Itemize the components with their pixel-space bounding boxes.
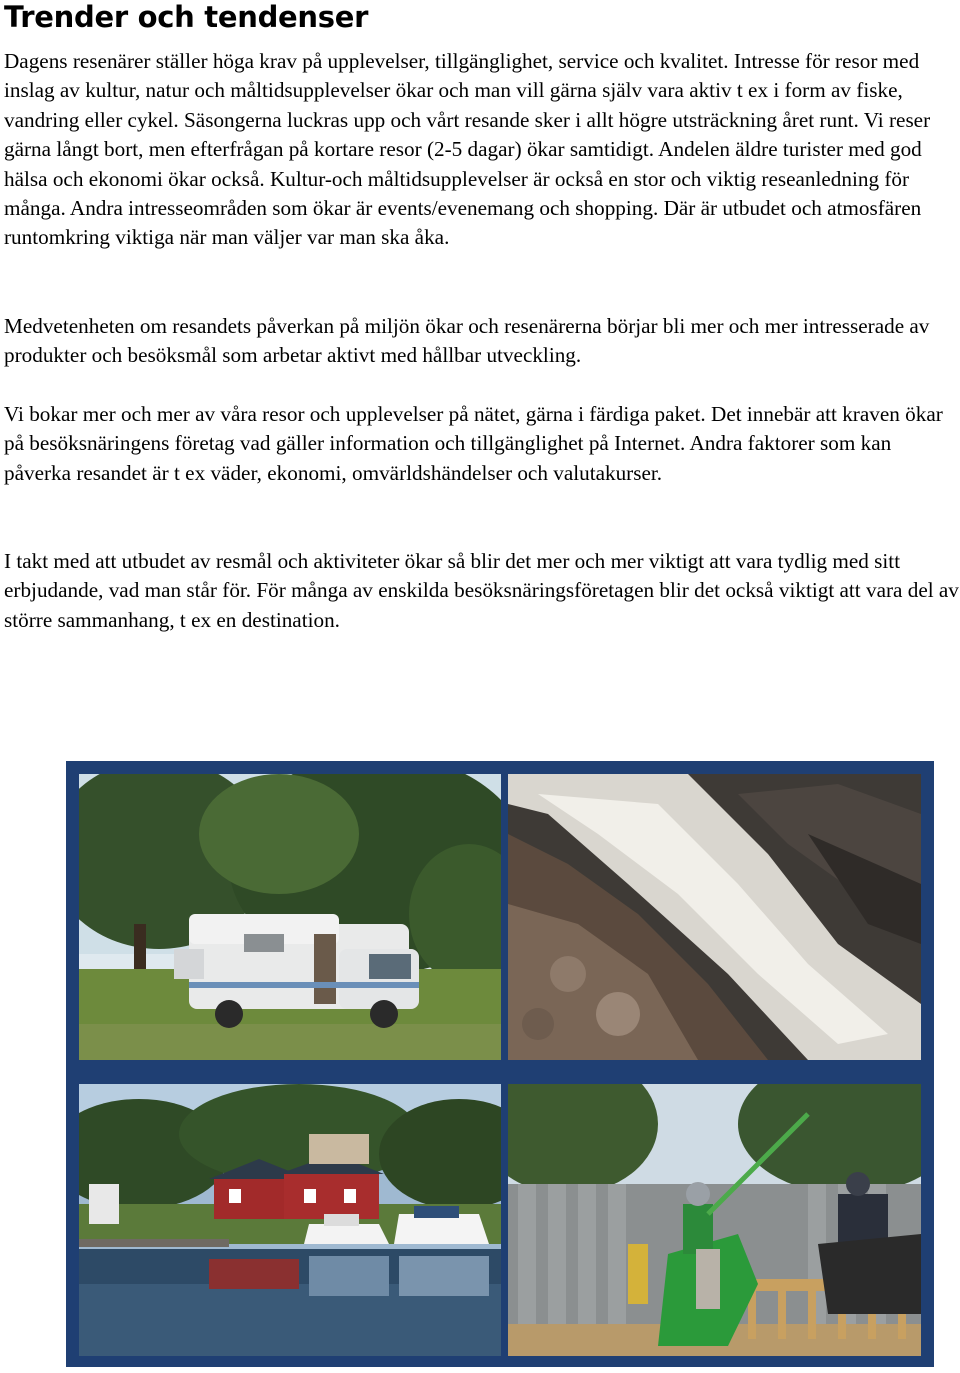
page-title: Trender och tendenser (4, 0, 369, 34)
paragraph-environment: Medvetenheten om resandets påverkan på miljön ökar och resenärerna börjar bli mer och mer intresserade av produkter och besöksmål som arbetar aktivt med hållbar utveckling. (4, 314, 930, 368)
rapids-photo (508, 774, 921, 1060)
photo-collage (66, 761, 934, 1367)
joust-photo (508, 1084, 921, 1356)
paragraph-trends: Dagens resenärer ställer höga krav på upplevelser, tillgänglighet, service och kvalitet. Intresse för resor med inslag av kultur, natur och måltidsupplevelser ökar och man vill gärna själv vara aktiv t ex i form av fiske, vandring eller cykel. Säsongerna luckras upp och vårt resande sker i allt högre utsträckning året runt. Vi reser gärna långt bort, men efterfrågan på kortare resor (2-5 dagar) ökar samtidigt. Andelen äldre turister med god hälsa och ekonomi ökar också. Kultur-och måltidsupplevelser är också en stor och viktig reseanledning för många. Andra intresseområden som ökar är events/evenemang och shopping. Där är utbudet och atmosfären runtomkring viktiga när man väljer var man ska åka. (4, 49, 931, 250)
paragraph-online-booking: Vi bokar mer och mer av våra resor och upplevelser på nätet, gärna i färdiga paket. Det innebär att kraven ökar på besöksnäringens företag vad gäller information och tillgänglighet på Internet. Andra faktorer som kan påverka resandet är t ex väder, ekonomi, omvärldshändelser och valutakurser. (4, 402, 943, 485)
paragraph-offering: I takt med att utbudet av resmål och aktiviteter ökar så blir det mer och mer viktigt att vara tydlig med sitt erbjudande, vad man står för. För många av enskilda besöksnäringsföretagen blir det också viktigt att vara del av större sammanhang, t ex en destination. (4, 549, 959, 632)
harbor-photo (79, 1084, 501, 1356)
camper-photo (79, 774, 501, 1060)
